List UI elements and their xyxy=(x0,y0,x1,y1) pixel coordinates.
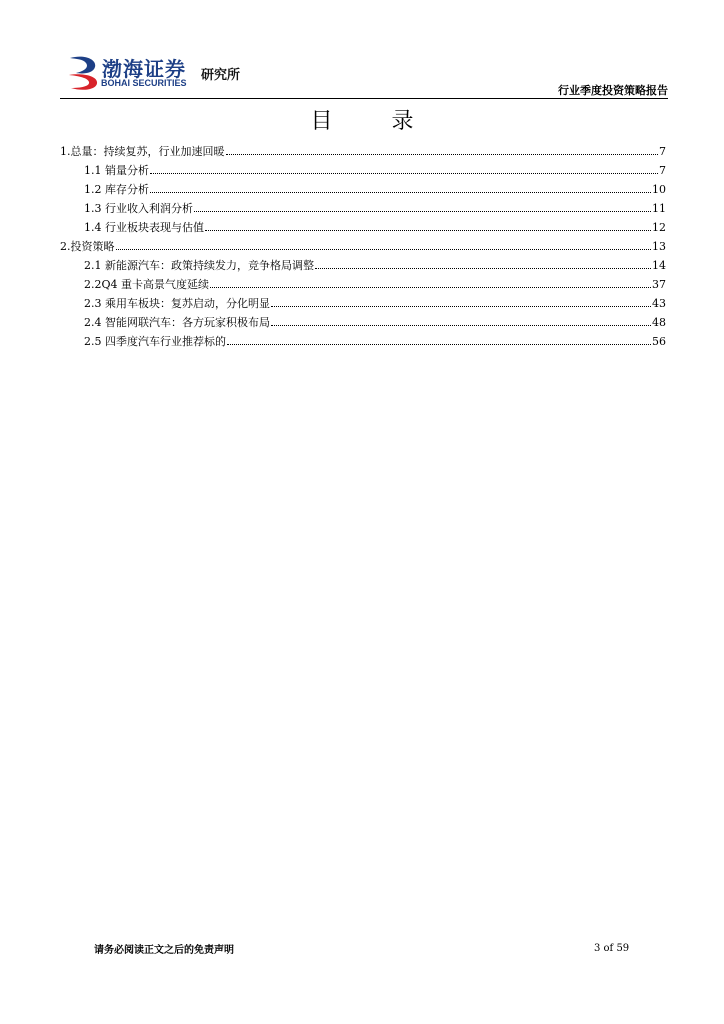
toc-entry-page: 43 xyxy=(652,297,666,310)
toc-entry-label: 1.1 销量分析 xyxy=(84,164,149,177)
toc-entry[interactable] xyxy=(60,275,666,294)
dot-leader xyxy=(205,230,651,231)
dot-leader xyxy=(315,268,651,269)
institute-label: 研究所 xyxy=(201,68,241,83)
dot-leader xyxy=(271,325,651,326)
dot-leader xyxy=(227,344,651,345)
dot-leader xyxy=(150,192,651,193)
brand-name-cn: 渤海证券 xyxy=(102,57,186,81)
toc-entry-page: 11 xyxy=(652,202,666,215)
toc-entry[interactable] xyxy=(60,313,666,332)
toc-entry[interactable] xyxy=(60,161,666,180)
dot-leader xyxy=(226,154,659,155)
toc-entry[interactable] xyxy=(60,332,666,351)
toc-entry-label: 1.总量：持续复苏，行业加速回暖 xyxy=(60,145,225,158)
page-header xyxy=(0,0,724,100)
toc-entry-label: 2.1 新能源汽车：政策持续发力，竞争格局调整 xyxy=(84,259,314,272)
dot-leader xyxy=(194,211,651,212)
toc-entry[interactable] xyxy=(60,180,666,199)
page-number: 3 of 59 xyxy=(594,943,630,954)
report-type: 行业季度投资策略报告 xyxy=(558,84,668,97)
toc-entry[interactable] xyxy=(60,142,666,161)
toc-title: 目 录 xyxy=(310,109,440,134)
table-of-contents xyxy=(60,142,666,351)
toc-entry-page: 7 xyxy=(659,164,666,177)
toc-entry-page: 13 xyxy=(652,240,666,253)
toc-entry-page: 37 xyxy=(652,278,666,291)
dot-leader xyxy=(150,173,658,174)
dot-leader xyxy=(271,306,651,307)
toc-entry-page: 10 xyxy=(652,183,666,196)
toc-entry[interactable] xyxy=(60,237,666,256)
toc-entry-page: 14 xyxy=(652,259,666,272)
toc-entry-label: 2.4 智能网联汽车：各方玩家积极布局 xyxy=(84,316,270,329)
toc-entry[interactable] xyxy=(60,218,666,237)
toc-entry-label: 2.5 四季度汽车行业推荐标的 xyxy=(84,335,226,348)
toc-entry[interactable] xyxy=(60,294,666,313)
toc-entry-label: 2.投资策略 xyxy=(60,240,115,253)
toc-entry-label: 1.3 行业收入利润分析 xyxy=(84,202,193,215)
bohai-logo-icon xyxy=(66,55,100,91)
toc-entry-label: 2.3 乘用车板块：复苏启动，分化明显 xyxy=(84,297,270,310)
brand-name-en: BOHAI SECURITIES xyxy=(101,78,187,88)
toc-entry-page: 48 xyxy=(652,316,666,329)
toc-entry[interactable] xyxy=(60,256,666,275)
dot-leader xyxy=(210,287,651,288)
toc-entry[interactable] xyxy=(60,199,666,218)
toc-entry-label: 1.2 库存分析 xyxy=(84,183,149,196)
toc-entry-page: 12 xyxy=(652,221,666,234)
toc-entry-page: 56 xyxy=(652,335,666,348)
toc-entry-page: 7 xyxy=(659,145,666,158)
disclaimer-note: 请务必阅读正文之后的免责声明 xyxy=(94,945,234,956)
dot-leader xyxy=(116,249,652,250)
header-divider xyxy=(60,98,668,99)
toc-entry-label: 1.4 行业板块表现与估值 xyxy=(84,221,204,234)
toc-entry-label: 2.2Q4 重卡高景气度延续 xyxy=(84,278,210,291)
